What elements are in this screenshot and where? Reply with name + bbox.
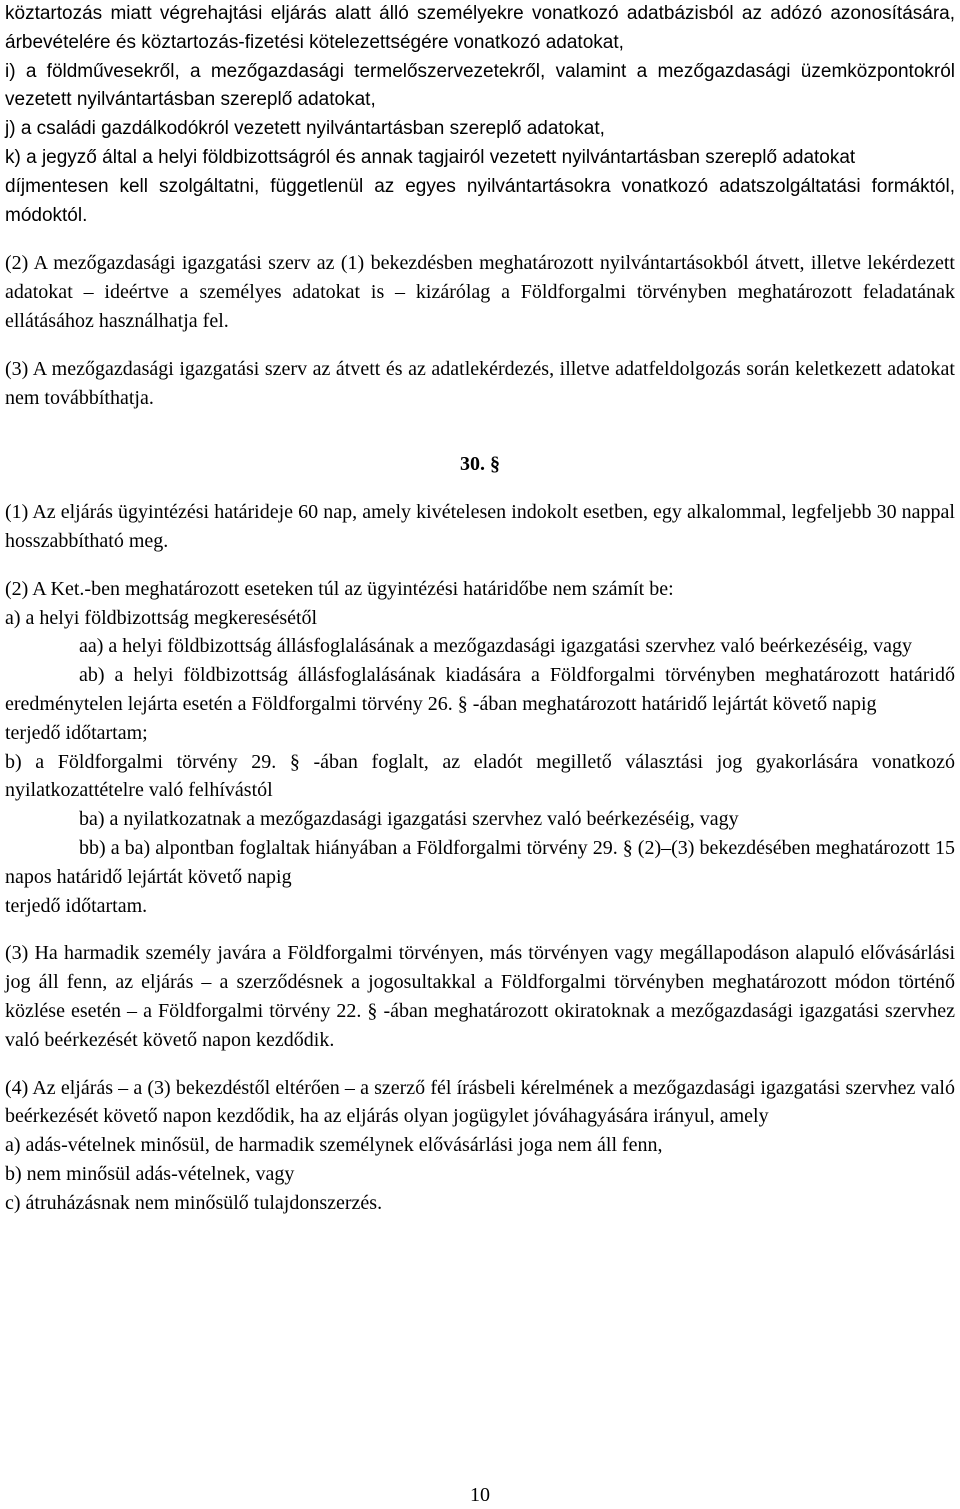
- s30-p4-point-a: a) adás-vételnek minősül, de harmadik személynek elővásárlási joga nem áll fenn,: [5, 1134, 663, 1157]
- intro-line: k) a jegyző által a helyi földbizottságról és annak tagjairól vezetett nyilvántartásban szereplő adatokat: [5, 146, 856, 168]
- intro-line: j) a családi gazdálkodókról vezetett nyilvántartásban szereplő adatokat,: [5, 118, 605, 140]
- s30-p4-point-c: c) átruházásnak nem minősülő tulajdonszerzés.: [5, 1191, 383, 1214]
- s30-p2-intro: (2) A Ket.-ben meghatározott eseteken túl az ügyintézési határidőbe nem számít be:: [5, 577, 674, 600]
- s30-p2-point-ba: ba) a nyilatkozatnak a mezőgazdasági igazgatási szervhez való beérkezéséig, vagy: [79, 808, 739, 831]
- s30-paragraph-2: [5, 575, 955, 921]
- s30-p2-a-end: terjedő időtartam;: [5, 721, 148, 744]
- document-page: [5, 0, 955, 1217]
- s30-paragraph-3: (3) Ha harmadik személy javára a Földforgalmi törvényen, más törvényen vagy megállapodáson alapuló elővásárlási jog áll fenn, az eljárás – a szerződésnek a jogosultakkal a Földforgalmi törvényben meghatározott módon történő közlése esetén – a Földforgalmi törvény 22. § -ában meghatározott okiratoknak a mezőgazdasági igazgatási szervhez való beérkezését követő napon kezdődik.: [5, 942, 955, 1051]
- intro-line: köztartozás miatt végrehajtási eljárás alatt álló személyekre vonatkozó adatbázisból az adózó azonosítására, árbevételére és köztartozás-fizetési kötelezettségére vonatkozó adatokat,: [5, 3, 955, 53]
- section-heading: [5, 450, 955, 479]
- s29-paragraph-2: (2) A mezőgazdasági igazgatási szerv az (1) bekezdésben meghatározott nyilvántartásokból átvett, illetve lekérdezett adatokat – ideértve a személyes adatokat is – kizárólag a Földforgalmi törvényben meghatározott feladatának ellátásához használhatja fel.: [5, 252, 955, 332]
- s30-p2-point-aa: aa) a helyi földbizottság állásfoglalásának a mezőgazdasági igazgatási szervhez való beérkezéséig, vagy: [79, 635, 912, 658]
- s30-p2-point-ab: ab) a helyi földbizottság állásfoglalásának kiadására a Földforgalmi törvényben meghatározott határidő eredménytelen lejárta esetén a Földforgalmi törvény 26. § -ában meghatározott határidő lejártát követő napig: [5, 664, 955, 715]
- s30-p4-intro: (4) Az eljárás – a (3) bekezdéstől eltérően – a szerző fél írásbeli kérelmének a mezőgazdasági igazgatási szervhez való beérkezését követő napon kezdődik, ha az eljárás olyan jogügylet jóváhagyására irányul, amely: [5, 1076, 955, 1128]
- intro-line: i) a földművesekről, a mezőgazdasági termelőszervezetekről, valamint a mezőgazdasági üzemközpontokról vezetett nyilvántartásban szereplő adatokat,: [5, 60, 955, 111]
- s30-p2-point-bb: bb) a ba) alpontban foglaltak hiányában a Földforgalmi törvény 29. § (2)–(3) bekezdésében meghatározott 15 napos határidő lejártát követő napig: [5, 836, 955, 888]
- s30-paragraph-4: [5, 1074, 955, 1218]
- s30-p2-point-b: b) a Földforgalmi törvény 29. § -ában foglalt, az eladót megillető választási jog gyakorlására vonatkozó nyilatkozattételre való felhívástól: [5, 750, 955, 802]
- intro-block: [5, 0, 955, 230]
- section-number: 30.: [460, 453, 485, 476]
- s29-paragraph-3: (3) A mezőgazdasági igazgatási szerv az átvett és az adatlekérdezés, illetve adatfeldolgozás során keletkezett adatokat nem továbbíthatja.: [5, 357, 955, 409]
- s30-p2-point-a: a) a helyi földbizottság megkeresésétől: [5, 606, 318, 629]
- s30-paragraph-1: (1) Az eljárás ügyintézési határideje 60 nap, amely kivételesen indokolt esetben, egy alkalommal, legfeljebb 30 nappal hosszabbítható meg.: [5, 501, 955, 552]
- s30-p4-point-b: b) nem minősül adás-vételnek, vagy: [5, 1162, 295, 1185]
- page-number: 10: [470, 1484, 490, 1506]
- section-symbol: §: [490, 453, 500, 476]
- intro-line: díjmentesen kell szolgáltatni, függetlenül az egyes nyilvántartásokra vonatkozó adatszolgáltatási formáktól, módoktól.: [5, 175, 955, 226]
- s30-p2-b-end: terjedő időtartam.: [5, 894, 148, 917]
